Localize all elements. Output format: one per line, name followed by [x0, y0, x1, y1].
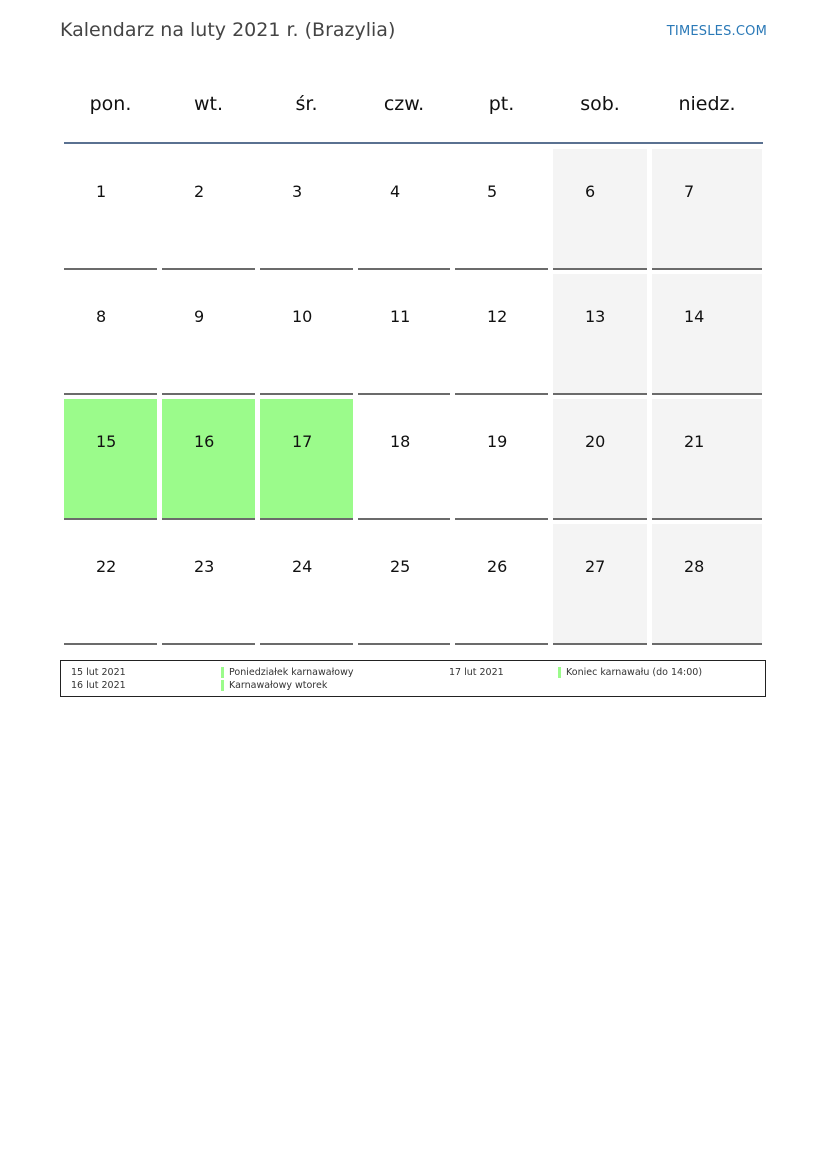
weekday-header: [64, 80, 763, 144]
weekday-label: pt.: [488, 93, 515, 115]
weekday-label: sob.: [580, 93, 620, 115]
calendar: [64, 80, 763, 649]
holiday-legend: [60, 660, 766, 697]
calendar-grid: [64, 149, 763, 649]
day-number: 12: [487, 307, 508, 326]
day-number: 23: [194, 557, 215, 576]
week-row: [64, 399, 763, 524]
day-number: 21: [684, 432, 705, 451]
legend-color-swatch: [221, 680, 224, 691]
day-number: 20: [585, 432, 606, 451]
legend-item: [61, 679, 765, 692]
day-number: 6: [585, 182, 596, 201]
day-cell: [455, 524, 548, 645]
day-number: 17: [292, 432, 313, 451]
day-number: 7: [684, 182, 695, 201]
day-number: 22: [96, 557, 117, 576]
weekend-day-cell: [652, 274, 762, 395]
weekday-label: śr.: [295, 93, 318, 115]
legend-date: 15 lut 2021: [71, 667, 126, 678]
legend-holiday-name: Poniedziałek karnawałowy: [229, 667, 354, 678]
day-number: 18: [390, 432, 411, 451]
legend-color-swatch: [558, 667, 561, 678]
brand-link[interactable]: TIMESLES.COM: [666, 24, 767, 39]
day-cell: [260, 524, 353, 645]
day-number: 10: [292, 307, 313, 326]
day-number: 5: [487, 182, 498, 201]
day-number: 28: [684, 557, 705, 576]
weekend-day-cell: [553, 399, 647, 520]
day-number: 4: [390, 182, 401, 201]
week-row: [64, 274, 763, 399]
day-cell: [358, 399, 450, 520]
day-number: 3: [292, 182, 303, 201]
weekend-day-cell: [553, 524, 647, 645]
weekday-label: czw.: [383, 93, 425, 115]
day-cell: [64, 524, 157, 645]
day-number: 1: [96, 182, 107, 201]
day-number: 15: [96, 432, 117, 451]
holiday-day-cell: [64, 399, 157, 520]
day-number: 24: [292, 557, 313, 576]
weekend-day-cell: [652, 524, 762, 645]
day-number: 11: [390, 307, 411, 326]
weekday-label: wt.: [193, 93, 224, 115]
day-cell: [162, 524, 255, 645]
day-cell: [358, 149, 450, 270]
day-cell: [260, 274, 353, 395]
day-number: 14: [684, 307, 705, 326]
week-row: [64, 149, 763, 274]
day-number: 27: [585, 557, 606, 576]
week-row: [64, 524, 763, 649]
day-cell: [64, 274, 157, 395]
day-number: 9: [194, 307, 205, 326]
holiday-day-cell: [162, 399, 255, 520]
day-number: 26: [487, 557, 508, 576]
day-cell: [64, 149, 157, 270]
page-title: Kalendarz na luty 2021 r. (Brazylia): [60, 19, 396, 41]
day-number: 19: [487, 432, 508, 451]
day-number: 2: [194, 182, 205, 201]
day-number: 8: [96, 307, 107, 326]
day-number: 13: [585, 307, 606, 326]
holiday-day-cell: [260, 399, 353, 520]
weekend-day-cell: [652, 149, 762, 270]
day-cell: [455, 274, 548, 395]
weekday-label: niedz.: [678, 93, 736, 115]
weekday-label: pon.: [89, 93, 132, 115]
weekend-day-cell: [553, 274, 647, 395]
day-cell: [162, 274, 255, 395]
day-number: 25: [390, 557, 411, 576]
day-cell: [162, 149, 255, 270]
legend-holiday-name: Karnawałowy wtorek: [229, 680, 328, 691]
day-cell: [358, 524, 450, 645]
day-cell: [260, 149, 353, 270]
legend-item: [61, 666, 765, 679]
legend-holiday-name: Koniec karnawału (do 14:00): [566, 667, 703, 678]
day-cell: [455, 149, 548, 270]
weekend-day-cell: [553, 149, 647, 270]
day-cell: [455, 399, 548, 520]
day-number: 16: [194, 432, 215, 451]
legend-date: 17 lut 2021: [449, 667, 504, 678]
legend-date: 16 lut 2021: [71, 680, 126, 691]
day-cell: [358, 274, 450, 395]
weekend-day-cell: [652, 399, 762, 520]
